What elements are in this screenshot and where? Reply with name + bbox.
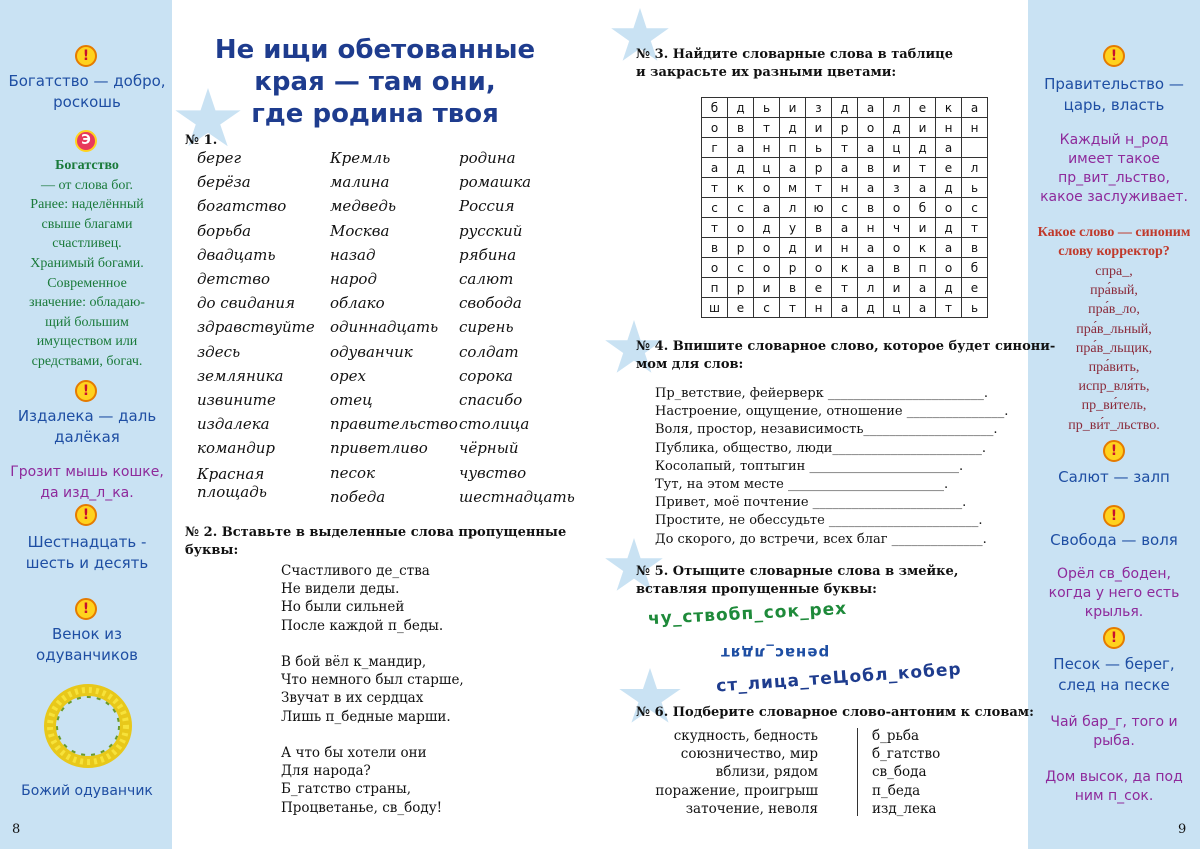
grid-cell[interactable]: б [910, 198, 936, 218]
grid-cell[interactable]: о [754, 258, 780, 278]
grid-cell[interactable]: к [936, 98, 962, 118]
grid-cell[interactable]: д [936, 218, 962, 238]
antonym-answer: б_гатство [872, 746, 941, 763]
poem-line: Счастливого де_ства [281, 563, 430, 579]
sidebar-box-venok: Венок из одуванчиков [36, 625, 138, 664]
header-line: вставляя пропущенные буквы: [636, 582, 877, 597]
grid-cell[interactable]: а [780, 158, 806, 178]
grid-cell[interactable]: м [780, 178, 806, 198]
etymology-line: свыше благами [41, 216, 133, 232]
grid-cell[interactable]: т [754, 118, 780, 138]
exclamation-icon: ! [75, 504, 97, 526]
grid-cell[interactable]: ь [962, 298, 988, 318]
grid-cell[interactable]: и [884, 278, 910, 298]
vocab-word: берег [197, 149, 242, 167]
grid-cell[interactable]: р [780, 258, 806, 278]
grid-cell[interactable]: п [702, 278, 728, 298]
sidebar-box-shestnadtsat: Шестнадцать - шесть и десять [25, 533, 149, 572]
vocab-word: столица [459, 415, 530, 434]
header-line: № 2. Вставьте в выделенные слова пропущенные [185, 525, 567, 540]
grid-cell[interactable]: н [832, 238, 858, 258]
word-search-grid [701, 97, 988, 318]
vocab-word: извините [197, 391, 276, 410]
grid-cell[interactable]: с [728, 258, 754, 278]
poem-line: После каждой п_беды. [281, 617, 444, 634]
vocab-word: борьба [197, 221, 252, 240]
page-number-right: 9 [1178, 822, 1187, 837]
antonym-answer: б_рьба [872, 728, 920, 744]
grid-cell[interactable]: в [884, 258, 910, 278]
synonym-line[interactable]: Публика, общество, люди_______________________. [655, 440, 987, 456]
grid-cell[interactable]: т [832, 138, 858, 158]
sidebar-question: Какое слово — синоним слову корректор? [1037, 225, 1191, 259]
grid-cell[interactable]: и [754, 278, 780, 298]
sidebar-proverb: Грозит мышь кошке, да изд_л_ка. [10, 464, 164, 501]
grid-cell[interactable]: о [728, 218, 754, 238]
antonym-source: заточение, неволя [685, 800, 818, 817]
grid-cell[interactable]: а [962, 98, 988, 118]
vocab-word: салют [459, 270, 514, 289]
exclamation-icon: ! [75, 380, 97, 402]
grid-cell[interactable]: о [806, 258, 832, 278]
grid-cell[interactable]: с [754, 298, 780, 318]
header-line: № 4. Впишите словарное слово, которое будет синони- [636, 339, 1056, 354]
grid-cell[interactable]: а [910, 178, 936, 198]
grid-cell[interactable]: ц [754, 158, 780, 178]
exclamation-icon: ! [75, 598, 97, 620]
grid-cell[interactable]: в [780, 278, 806, 298]
vocab-word: рябина [459, 245, 517, 264]
grid-cell[interactable]: а [910, 278, 936, 298]
grid-cell[interactable]: и [780, 98, 806, 118]
vocab-word: приветливо [330, 439, 428, 458]
grid-cell[interactable]: ш [702, 298, 728, 318]
vocab-word: песок [330, 463, 375, 482]
etymology-line: значение: обладаю- [29, 295, 145, 311]
vocab-word: сорока [459, 366, 513, 385]
grid-cell[interactable]: т [832, 278, 858, 298]
poem-line: Процветанье, св_боду! [281, 799, 443, 816]
vocab-word: чувство [459, 463, 527, 482]
synonym-line[interactable]: До скорого, до встречи, всех благ ______________. [655, 531, 987, 547]
exercise-2-header [185, 524, 566, 560]
poem-line: Звучат в их сердцах [281, 690, 424, 707]
synonym-lines [655, 385, 1008, 549]
exclamation-icon: ! [1103, 627, 1125, 649]
vocab-word: командир [197, 439, 276, 458]
grid-cell[interactable]: и [910, 218, 936, 238]
grid-cell[interactable]: а [832, 158, 858, 178]
option-word: пр_ви́т_льство. [1068, 417, 1160, 433]
grid-cell[interactable]: л [884, 98, 910, 118]
antonym-source: союзничество, мир [680, 746, 818, 763]
grid-cell[interactable]: н [962, 118, 988, 138]
poem-line [281, 635, 464, 653]
vocab-word: солдат [459, 342, 519, 361]
antonym-source: поражение, проигрыш [655, 782, 818, 799]
grid-cell[interactable]: в [962, 238, 988, 258]
grid-cell[interactable]: к [832, 258, 858, 278]
grid-cell[interactable]: о [858, 118, 884, 138]
grid-cell[interactable]: д [780, 238, 806, 258]
grid-row [702, 118, 988, 138]
vocab-word: орех [330, 366, 366, 385]
grid-cell[interactable]: б [702, 98, 728, 118]
grid-cell[interactable]: и [884, 158, 910, 178]
sidebar-proverb: Орёл св_боден, когда у него есть крылья. [1048, 566, 1180, 620]
word-column-2 [330, 146, 458, 509]
vocab-word: свобода [459, 294, 522, 313]
grid-row [702, 198, 988, 218]
grid-cell[interactable]: а [858, 258, 884, 278]
vocab-word: здесь [197, 342, 241, 361]
grid-cell[interactable]: в [728, 118, 754, 138]
snake-text: чу_ствобп_сок_рех [647, 598, 848, 630]
synonym-line[interactable]: Привет, моё почтение _______________________. [655, 495, 967, 511]
vocab-word: Кремль [330, 149, 391, 167]
grid-cell[interactable]: д [858, 298, 884, 318]
grid-cell[interactable]: и [806, 118, 832, 138]
exercise-4-header [636, 338, 1055, 374]
antonym-source: скудность, бедность [673, 728, 818, 744]
grid-cell[interactable]: ь [962, 178, 988, 198]
grid-row [702, 178, 988, 198]
etymology-line: счастливец. [52, 236, 122, 252]
vocab-word: здравствуйте [197, 318, 315, 337]
etymology-icon: Э [75, 130, 97, 152]
vocab-word: чёрный [459, 439, 519, 458]
poem-line: Для народа? [281, 763, 371, 780]
grid-row [702, 218, 988, 238]
title-line: Не ищи обетованные [214, 35, 536, 65]
synonym-line[interactable]: Настроение, ощущение, отношение _______________. [655, 404, 1009, 420]
poem-line: Лишь п_бедные марши. [281, 708, 451, 725]
grid-cell[interactable]: к [728, 178, 754, 198]
grid-cell[interactable]: е [728, 298, 754, 318]
grid-cell[interactable]: о [702, 118, 728, 138]
grid-cell[interactable]: т [936, 298, 962, 318]
exclamation-icon: ! [1103, 505, 1125, 527]
antonym-divider [857, 728, 858, 816]
poem-line: А что бы хотели они [281, 745, 427, 761]
grid-cell[interactable]: л [858, 278, 884, 298]
word-snake-middle [720, 644, 829, 662]
grid-cell[interactable]: а [728, 138, 754, 158]
antonym-answer: п_беда [872, 782, 921, 799]
vocab-word: земляника [197, 366, 284, 385]
vocab-word: издалека [197, 415, 270, 434]
grid-cell[interactable]: з [884, 178, 910, 198]
grid-cell[interactable]: и [806, 238, 832, 258]
vocab-word: отец [330, 391, 373, 410]
vocab-word: Россия [459, 197, 515, 216]
grid-cell[interactable]: а [936, 238, 962, 258]
etymology-line: — от слова бог. [40, 177, 134, 193]
title-line: где родина твоя [251, 99, 499, 129]
etymology-word: Богатство [55, 158, 119, 173]
grid-cell[interactable]: л [780, 198, 806, 218]
grid-cell[interactable]: ю [806, 198, 832, 218]
vocab-word: площадь [197, 482, 267, 501]
grid-cell[interactable]: а [832, 298, 858, 318]
grid-cell[interactable]: о [884, 198, 910, 218]
vocab-word: русский [459, 221, 523, 240]
vocab-word: одиннадцать [330, 318, 439, 337]
grid-cell[interactable] [962, 138, 988, 158]
exercise-6-header: № 6. Подберите словарное слово-антоним к словам: [636, 705, 1034, 720]
grid-cell[interactable]: р [728, 278, 754, 298]
exercise-3-header [636, 46, 953, 82]
antonym-answer: св_бода [872, 764, 927, 781]
vocab-word: ромашка [459, 173, 532, 192]
grid-cell[interactable]: д [754, 218, 780, 238]
header-line: и закрасьте их разными цветами: [636, 65, 897, 80]
etymology-line: Хранимый богами. [30, 255, 144, 271]
vocab-word: детство [197, 270, 270, 289]
grid-cell[interactable]: и [910, 118, 936, 138]
grid-cell[interactable]: е [910, 98, 936, 118]
grid-row [702, 258, 988, 278]
grid-cell[interactable]: ц [884, 138, 910, 158]
grid-cell[interactable]: о [702, 258, 728, 278]
grid-cell[interactable]: л [962, 158, 988, 178]
grid-cell[interactable]: д [884, 118, 910, 138]
grid-cell[interactable]: т [702, 178, 728, 198]
exclamation-icon: ! [75, 45, 97, 67]
sidebar-box-salyut: Салют — залп [1058, 468, 1170, 486]
grid-cell[interactable]: к [910, 238, 936, 258]
grid-cell[interactable]: а [858, 138, 884, 158]
grid-row [702, 98, 988, 118]
synonym-line[interactable]: Косолапый, топтыгин _______________________. [655, 458, 964, 474]
grid-cell[interactable]: а [702, 158, 728, 178]
grid-row [702, 138, 988, 158]
grid-cell[interactable]: д [832, 98, 858, 118]
etymology-line: Ранее: наделённый [30, 197, 144, 213]
grid-cell[interactable]: о [936, 198, 962, 218]
vocab-word: правительство [330, 415, 458, 434]
vocab-word: спасибо [459, 391, 523, 410]
page-title [200, 34, 550, 130]
sidebar-proverb: Каждый н_род имеет такое пр_вит_льство, какое заслуживает. [1040, 132, 1188, 205]
sidebar-box-pesok: Песок — берег, след на песке [1053, 655, 1175, 694]
grid-cell[interactable]: ч [884, 218, 910, 238]
header-line: мом для слов: [636, 357, 744, 372]
sidebar-box-svoboda: Свобода — воля [1050, 531, 1178, 549]
grid-cell[interactable]: т [780, 298, 806, 318]
vocab-word: родина [459, 149, 516, 167]
word-column-3 [459, 146, 575, 509]
vocab-word: победа [330, 487, 386, 506]
etymology-line: Современное [47, 275, 127, 291]
etymology-line: щий большим [45, 314, 129, 330]
option-word: пра́в_льный, [1076, 321, 1152, 337]
grid-cell[interactable]: н [936, 118, 962, 138]
option-word: спра_, [1095, 264, 1133, 279]
vocab-word: облако [330, 294, 385, 313]
grid-cell[interactable]: о [754, 238, 780, 258]
vocab-word: шестнадцать [459, 487, 575, 506]
poem-line: Что немного был старше, [281, 672, 464, 689]
sidebar-box-pravitelstvo: Правительство — царь, власть [1044, 75, 1184, 114]
grid-cell[interactable]: н [832, 178, 858, 198]
antonym-answer: изд_лека [872, 800, 937, 817]
grid-cell[interactable]: р [806, 158, 832, 178]
vocab-word: малина [330, 173, 390, 192]
vocab-word: берёза [197, 173, 251, 192]
vocab-word: народ [330, 270, 377, 289]
grid-cell[interactable]: а [858, 178, 884, 198]
grid-cell[interactable]: д [728, 158, 754, 178]
vocab-word: до свидания [197, 294, 296, 313]
grid-cell[interactable]: п [780, 138, 806, 158]
word-column-1 [197, 146, 315, 501]
grid-cell[interactable]: а [936, 138, 962, 158]
grid-cell[interactable]: ц [884, 298, 910, 318]
vocab-word: богатство [197, 197, 287, 216]
grid-cell[interactable]: п [910, 258, 936, 278]
header-line: № 3. Найдите словарные слова в таблице [636, 47, 954, 62]
grid-cell[interactable]: а [858, 98, 884, 118]
poem-line: Не видели деды. [281, 581, 400, 598]
grid-cell[interactable]: е [806, 278, 832, 298]
grid-cell[interactable]: б [962, 258, 988, 278]
synonym-line[interactable]: Воля, простор, независимость____________________. [655, 422, 998, 438]
sidebar-box-bogatstvo: Богатство — добро, роскошь [8, 72, 166, 111]
vocab-word: Красная [197, 464, 265, 483]
exercise-1-label: № 1. [185, 133, 218, 148]
grid-cell[interactable]: а [754, 198, 780, 218]
grid-cell[interactable]: е [936, 158, 962, 178]
exclamation-icon: ! [1103, 440, 1125, 462]
grid-cell[interactable]: д [910, 138, 936, 158]
poem [281, 562, 464, 817]
snake-text: ст_лица_теЦобл_кобер [715, 659, 963, 697]
vocab-word: Москва [330, 221, 390, 240]
grid-cell[interactable]: о [936, 258, 962, 278]
grid-cell[interactable]: в [858, 198, 884, 218]
sidebar-box-izdaleka: Издалека — даль далёкая [17, 407, 157, 446]
grid-cell[interactable]: с [728, 198, 754, 218]
grid-cell[interactable]: н [858, 218, 884, 238]
exclamation-icon: ! [1103, 45, 1125, 67]
vocab-word: одуванчик [330, 342, 413, 361]
poem-line: Но были сильней [281, 599, 405, 616]
header-line: буквы: [185, 543, 239, 558]
grid-row [702, 238, 988, 258]
exercise-5-header [636, 563, 958, 599]
antonym-answer-list [872, 727, 940, 818]
grid-cell[interactable]: у [780, 218, 806, 238]
grid-cell[interactable]: е [962, 278, 988, 298]
grid-cell[interactable]: в [858, 158, 884, 178]
grid-cell[interactable]: ь [806, 138, 832, 158]
option-word: пра́в_ло, [1088, 302, 1140, 318]
grid-cell[interactable]: т [702, 218, 728, 238]
dandelion-wreath-icon [40, 680, 136, 772]
synonym-line[interactable]: Пр_ветствие, фейерверк ________________________. [655, 386, 989, 401]
grid-cell[interactable]: т [962, 218, 988, 238]
grid-cell[interactable]: н [806, 298, 832, 318]
header-line: № 5. Отыщите словарные слова в змейке, [636, 564, 959, 579]
grid-cell[interactable]: в [806, 218, 832, 238]
page-number-left: 8 [12, 822, 21, 837]
title-line: края — там они, [254, 67, 496, 97]
grid-cell[interactable]: ь [754, 98, 780, 118]
sidebar-etymology [8, 156, 166, 372]
etymology-line: имуществом или [36, 334, 138, 350]
etymology-line: средствами, богач. [31, 353, 143, 369]
synonym-line[interactable]: Тут, на этом месте ________________________. [655, 477, 949, 493]
grid-cell[interactable]: а [832, 218, 858, 238]
grid-cell[interactable]: д [936, 178, 962, 198]
grid-cell[interactable]: с [832, 198, 858, 218]
sidebar-options [1034, 262, 1194, 435]
poem-line: Б_гатство страны, [281, 781, 412, 798]
option-word: испр_вля́ть, [1078, 379, 1150, 395]
sidebar-proverb: Чай бар_г, того и рыба. [1050, 714, 1178, 749]
poem-line [281, 726, 464, 744]
grid-cell[interactable]: о [884, 238, 910, 258]
poem-line: В бой вёл к_мандир, [281, 654, 427, 670]
grid-cell[interactable]: о [754, 178, 780, 198]
option-word: пра́вый, [1090, 283, 1138, 299]
grid-cell[interactable]: а [858, 238, 884, 258]
option-word: пр_ви́тель, [1081, 398, 1147, 414]
grid-row [702, 278, 988, 298]
grid-row [702, 298, 988, 318]
grid-cell[interactable]: с [962, 198, 988, 218]
grid-cell[interactable]: д [728, 98, 754, 118]
option-word: пра́вить, [1088, 360, 1140, 376]
vocab-word: сирень [459, 318, 514, 337]
wreath-caption: Божий одуванчик [21, 783, 153, 799]
vocab-word: назад [330, 245, 376, 264]
vocab-word: двадцать [197, 245, 276, 264]
snake-text: ренас_лдят [720, 644, 830, 662]
grid-cell[interactable]: с [702, 198, 728, 218]
vocab-word: медведь [330, 197, 397, 216]
grid-cell[interactable]: а [910, 298, 936, 318]
grid-cell[interactable]: р [832, 118, 858, 138]
grid-cell[interactable]: г [702, 138, 728, 158]
grid-cell[interactable]: н [754, 138, 780, 158]
sidebar-proverb: Дом высок, да под ним п_сок. [1045, 769, 1183, 804]
grid-cell[interactable]: з [806, 98, 832, 118]
antonym-source-list [640, 727, 818, 818]
grid-cell[interactable]: т [806, 178, 832, 198]
grid-cell[interactable]: в [702, 238, 728, 258]
grid-cell[interactable]: д [780, 118, 806, 138]
synonym-line[interactable]: Простите, не обессудьте _______________________. [655, 513, 983, 529]
grid-cell[interactable]: р [728, 238, 754, 258]
grid-row [702, 158, 988, 178]
grid-cell[interactable]: д [936, 278, 962, 298]
antonym-source: вблизи, рядом [715, 764, 818, 781]
grid-cell[interactable]: т [910, 158, 936, 178]
option-word: пра́в_льщик, [1075, 340, 1153, 356]
